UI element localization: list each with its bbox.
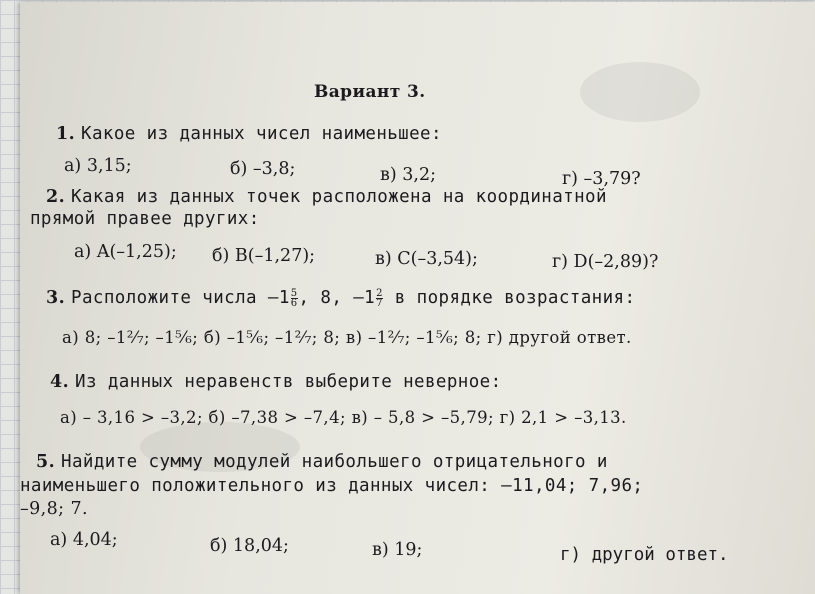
question-1-text: Какое из данных чисел наименьшее: bbox=[81, 124, 442, 144]
question-5-text-line1: Найдите сумму модулей наибольшего отрицательного и bbox=[61, 452, 608, 472]
question-2-number: 2. bbox=[46, 187, 66, 207]
q5-option-c: в) 19; bbox=[372, 540, 423, 560]
question-3-text-after: в порядке возрастания: bbox=[383, 288, 636, 308]
fraction-numerator: 5 bbox=[290, 288, 298, 299]
fraction-5-6 bbox=[291, 289, 298, 308]
question-4-number: 4. bbox=[50, 372, 70, 392]
q5-option-a: а) 4,04; bbox=[50, 530, 118, 550]
q1-option-a: а) 3,15; bbox=[64, 156, 132, 176]
q1-option-c: в) 3,2; bbox=[380, 165, 436, 185]
q1-option-d: г) –3,79? bbox=[562, 169, 641, 189]
q2-option-b: б) B(–1,27); bbox=[212, 246, 316, 266]
fraction-numerator: 2 bbox=[376, 288, 383, 299]
question-5-text-line2: наименьшего положительного из данных чисел: –11,04; 7,96; bbox=[20, 476, 644, 496]
question-2-text-line1: Какая из данных точек расположена на координатной bbox=[71, 187, 607, 207]
q1-option-b: б) –3,8; bbox=[230, 159, 296, 179]
worksheet-paper bbox=[20, 2, 815, 594]
question-4-answers: а) – 3,16 > –3,2; б) –7,38 > –7,4; в) – 5,8 > –5,79; г) 2,1 > –3,13. bbox=[60, 408, 627, 427]
question-1-number: 1. bbox=[56, 124, 76, 144]
q2-option-c: в) C(–3,54); bbox=[375, 249, 478, 269]
question-5 bbox=[36, 452, 608, 472]
question-4 bbox=[50, 372, 502, 392]
question-3-text-mid: , 8, –1 bbox=[298, 288, 376, 308]
q2-option-d: г) D(–2,89)? bbox=[552, 252, 659, 272]
q5-option-b: б) 18,04; bbox=[210, 536, 289, 556]
question-2-text-line2: прямой правее других: bbox=[30, 209, 260, 229]
fraction-2-7 bbox=[376, 289, 383, 308]
question-2 bbox=[46, 187, 607, 207]
question-5-number: 5. bbox=[36, 452, 56, 472]
q5-option-d: г) другой ответ. bbox=[560, 545, 729, 565]
question-5-text-line3: –9,8; 7. bbox=[20, 499, 88, 519]
fraction-denominator: 7 bbox=[376, 298, 383, 309]
question-3-number: 3. bbox=[46, 288, 66, 308]
paper-smudge bbox=[580, 62, 700, 122]
question-3-answers: а) 8; –1²⁄₇; –1⁵⁄₆; б) –1⁵⁄₆; –1²⁄₇; 8; в) –1²⁄₇; –1⁵⁄₆; 8; г) другой ответ. bbox=[62, 328, 632, 347]
question-1 bbox=[56, 124, 442, 144]
question-3 bbox=[46, 288, 635, 308]
question-4-text: Из данных неравенств выберите неверное: bbox=[75, 372, 502, 392]
question-3-text-before: Расположите числа –1 bbox=[71, 288, 290, 308]
q2-option-a: а) A(–1,25); bbox=[74, 242, 177, 262]
variant-title: Вариант 3. bbox=[314, 82, 426, 102]
fraction-denominator: 6 bbox=[290, 298, 298, 309]
